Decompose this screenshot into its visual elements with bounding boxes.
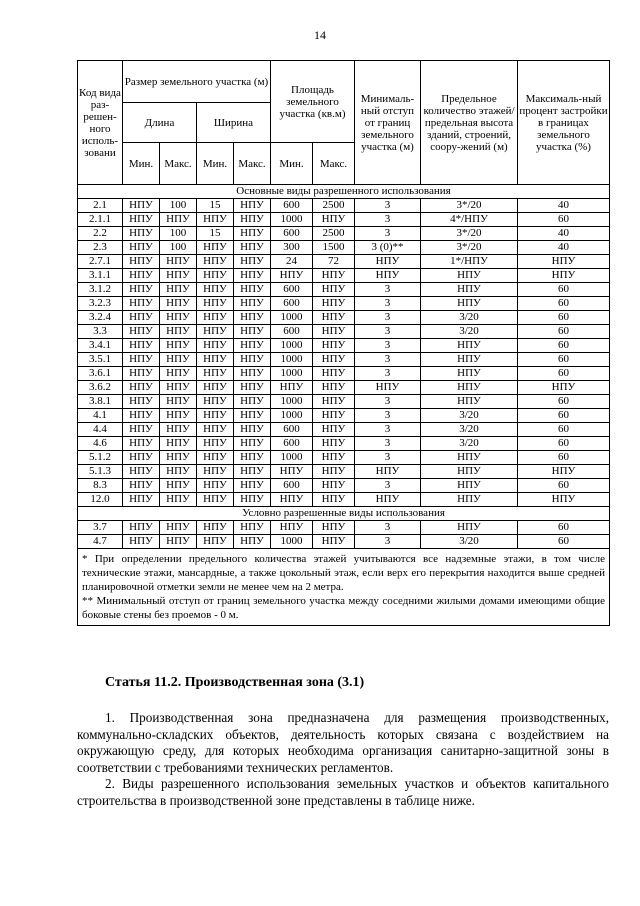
table-cell: 4.4 <box>78 423 123 437</box>
table-cell: НПУ <box>123 227 160 241</box>
table-cell: НПУ <box>313 493 355 507</box>
table-cell: НПУ <box>234 283 271 297</box>
table-cell: 1500 <box>313 241 355 255</box>
table-cell: 600 <box>271 297 313 311</box>
table-cell: 60 <box>518 325 610 339</box>
table-cell: НПУ <box>313 325 355 339</box>
table-cell: НПУ <box>197 535 234 549</box>
table-cell: НПУ <box>421 283 518 297</box>
table-row <box>78 409 610 423</box>
table-cell: 3*/20 <box>421 227 518 241</box>
table-cell: 60 <box>518 353 610 367</box>
table-cell: 3 <box>355 213 421 227</box>
table-cell: 3.6.2 <box>78 381 123 395</box>
table-cell: 60 <box>518 535 610 549</box>
table-cell: НПУ <box>197 269 234 283</box>
table-cell: 8.3 <box>78 479 123 493</box>
table-cell: 3.7 <box>78 521 123 535</box>
table-cell: НПУ <box>518 493 610 507</box>
table-cell: НПУ <box>271 269 313 283</box>
table-row <box>78 451 610 465</box>
table-cell: НПУ <box>234 535 271 549</box>
table-cell: 600 <box>271 325 313 339</box>
table-cell: НПУ <box>313 465 355 479</box>
table-cell: НПУ <box>160 325 197 339</box>
table-cell: НПУ <box>197 381 234 395</box>
table-cell: 2.1 <box>78 199 123 213</box>
table-cell: 60 <box>518 311 610 325</box>
table-cell: НПУ <box>160 213 197 227</box>
table-cell: НПУ <box>313 451 355 465</box>
table-cell: 3 <box>355 423 421 437</box>
table-cell: НПУ <box>197 423 234 437</box>
article-body <box>77 710 609 809</box>
table-row <box>78 465 610 479</box>
table-cell: 15 <box>197 199 234 213</box>
header-area-min: Мин. <box>271 143 313 185</box>
table-cell: НПУ <box>123 213 160 227</box>
table-cell: НПУ <box>160 479 197 493</box>
table-cell: НПУ <box>518 255 610 269</box>
table-row <box>78 283 610 297</box>
table-cell: 15 <box>197 227 234 241</box>
table-cell: НПУ <box>160 311 197 325</box>
table-cell: НПУ <box>355 255 421 269</box>
table-cell: 1000 <box>271 213 313 227</box>
table-cell: 2.7.1 <box>78 255 123 269</box>
table-cell: НПУ <box>123 535 160 549</box>
table-cell: 300 <box>271 241 313 255</box>
section-conditional: Условно разрешенные виды использования <box>78 507 610 521</box>
table-cell: НПУ <box>197 479 234 493</box>
table-row <box>78 367 610 381</box>
table-cell: НПУ <box>234 241 271 255</box>
table-cell: 3.2.4 <box>78 311 123 325</box>
header-width: Ширина <box>197 103 271 143</box>
table-cell: НПУ <box>271 381 313 395</box>
table-cell: НПУ <box>234 521 271 535</box>
header-width-min: Мин. <box>197 143 234 185</box>
header-floors: Предельное количество этажей/ предельная высота зданий, строений, соору-жений (м) <box>421 61 518 185</box>
table-cell: НПУ <box>234 423 271 437</box>
table-cell: НПУ <box>197 521 234 535</box>
land-use-table <box>77 60 610 626</box>
table-cell: НПУ <box>313 283 355 297</box>
table-cell: НПУ <box>123 255 160 269</box>
table-cell: НПУ <box>197 255 234 269</box>
table-cell: 3/20 <box>421 423 518 437</box>
table-cell: НПУ <box>355 493 421 507</box>
table-cell: 1*/НПУ <box>421 255 518 269</box>
table-cell: НПУ <box>123 395 160 409</box>
header-area-max: Макс. <box>313 143 355 185</box>
table-cell: НПУ <box>160 353 197 367</box>
table-cell: 1000 <box>271 395 313 409</box>
table-cell: 100 <box>160 227 197 241</box>
table-cell: 3/20 <box>421 311 518 325</box>
table-cell: НПУ <box>160 423 197 437</box>
table-cell: 3 (0)** <box>355 241 421 255</box>
table-cell: 1000 <box>271 535 313 549</box>
header-size: Размер земельного участка (м) <box>123 61 271 103</box>
table-cell: НПУ <box>518 381 610 395</box>
table-cell: НПУ <box>197 325 234 339</box>
table-cell: 3 <box>355 479 421 493</box>
table-cell: НПУ <box>234 395 271 409</box>
table-cell: 3 <box>355 297 421 311</box>
table-cell: НПУ <box>160 535 197 549</box>
table-cell: НПУ <box>197 339 234 353</box>
header-code: Код вида раз-решен-ного исполь-зовани <box>78 61 123 185</box>
table-cell: НПУ <box>421 297 518 311</box>
table-cell: НПУ <box>313 311 355 325</box>
table-cell: НПУ <box>234 493 271 507</box>
table-cell: 72 <box>313 255 355 269</box>
article-heading: Статья 11.2. Производственная зона (3.1) <box>105 675 365 690</box>
table-cell: 4.6 <box>78 437 123 451</box>
table-cell: 5.1.3 <box>78 465 123 479</box>
table-cell: НПУ <box>197 451 234 465</box>
header-length-max: Макс. <box>160 143 197 185</box>
table-cell: 60 <box>518 283 610 297</box>
table-cell: 3.2.3 <box>78 297 123 311</box>
table-cell: НПУ <box>313 479 355 493</box>
table-cell: 600 <box>271 199 313 213</box>
table-cell: НПУ <box>197 283 234 297</box>
table-cell: 3/20 <box>421 409 518 423</box>
table-cell: НПУ <box>313 437 355 451</box>
table-cell: НПУ <box>234 213 271 227</box>
table-cell: НПУ <box>160 521 197 535</box>
table-cell: НПУ <box>421 521 518 535</box>
header-max-percent: Максималь-ный процент застройки в границах земельного участка (%) <box>518 61 610 185</box>
table-cell: 40 <box>518 227 610 241</box>
table-cell: НПУ <box>313 409 355 423</box>
table-cell: 600 <box>271 437 313 451</box>
table-cell: НПУ <box>355 465 421 479</box>
table-row <box>78 479 610 493</box>
table-cell: 100 <box>160 241 197 255</box>
table-cell: НПУ <box>123 353 160 367</box>
table-cell: 3.1.2 <box>78 283 123 297</box>
table-cell: 3 <box>355 395 421 409</box>
table-cell: НПУ <box>271 521 313 535</box>
table-cell: НПУ <box>160 339 197 353</box>
table-cell: НПУ <box>234 437 271 451</box>
table-cell: 3 <box>355 521 421 535</box>
table-row <box>78 311 610 325</box>
table-cell: 2500 <box>313 227 355 241</box>
table-cell: НПУ <box>313 535 355 549</box>
table-cell: 600 <box>271 479 313 493</box>
table-cell: НПУ <box>313 339 355 353</box>
table-cell: 3.6.1 <box>78 367 123 381</box>
table-cell: 60 <box>518 409 610 423</box>
table-cell: 3.4.1 <box>78 339 123 353</box>
table-cell: НПУ <box>518 269 610 283</box>
table-cell: НПУ <box>123 325 160 339</box>
table-cell: НПУ <box>160 283 197 297</box>
table-cell: 1000 <box>271 409 313 423</box>
table-cell: 60 <box>518 367 610 381</box>
table-cell: НПУ <box>234 199 271 213</box>
table-cell: 3.3 <box>78 325 123 339</box>
table-cell: НПУ <box>313 353 355 367</box>
table-cell: 3 <box>355 283 421 297</box>
table-row <box>78 395 610 409</box>
table-cell: НПУ <box>313 297 355 311</box>
table-cell: 3 <box>355 311 421 325</box>
page-number: 14 <box>314 28 326 42</box>
table-cell: 3 <box>355 339 421 353</box>
table-cell: 3 <box>355 409 421 423</box>
table-cell: НПУ <box>197 353 234 367</box>
table-cell: НПУ <box>313 381 355 395</box>
table-cell: 3 <box>355 367 421 381</box>
table-cell: НПУ <box>123 367 160 381</box>
table-cell: НПУ <box>160 269 197 283</box>
table-cell: 60 <box>518 213 610 227</box>
table-cell: 12.0 <box>78 493 123 507</box>
table-cell: НПУ <box>234 255 271 269</box>
table-cell: НПУ <box>421 353 518 367</box>
table-cell: НПУ <box>160 367 197 381</box>
table-cell: 4.7 <box>78 535 123 549</box>
table-cell: НПУ <box>123 493 160 507</box>
table-cell: НПУ <box>234 367 271 381</box>
table-cell: 60 <box>518 339 610 353</box>
table-cell: НПУ <box>271 493 313 507</box>
table-cell: НПУ <box>123 465 160 479</box>
table-cell: НПУ <box>234 381 271 395</box>
table-row <box>78 535 610 549</box>
header-length: Длина <box>123 103 197 143</box>
table-row <box>78 493 610 507</box>
table-cell: НПУ <box>518 465 610 479</box>
table-cell: НПУ <box>123 423 160 437</box>
table-cell: 60 <box>518 437 610 451</box>
table-cell: НПУ <box>313 395 355 409</box>
table-row <box>78 255 610 269</box>
table-cell: 2.1.1 <box>78 213 123 227</box>
table-cell: 3*/20 <box>421 199 518 213</box>
table-cell: НПУ <box>234 479 271 493</box>
table-cell: НПУ <box>355 269 421 283</box>
table-cell: 60 <box>518 297 610 311</box>
table-cell: 3 <box>355 535 421 549</box>
table-row <box>78 269 610 283</box>
table-row <box>78 227 610 241</box>
table-cell: 2500 <box>313 199 355 213</box>
table-row <box>78 437 610 451</box>
table-cell: 60 <box>518 423 610 437</box>
table-cell: НПУ <box>421 479 518 493</box>
table-cell: 4*/НПУ <box>421 213 518 227</box>
table-cell: НПУ <box>123 241 160 255</box>
table-cell: НПУ <box>160 297 197 311</box>
table-cell: 3.5.1 <box>78 353 123 367</box>
paragraph-2: 2. Виды разрешенного использования земельных участков и объектов капитального строительства в производственной зоне представлены в таблице ниже. <box>77 776 609 808</box>
table-cell: НПУ <box>313 521 355 535</box>
table-cell: 1000 <box>271 339 313 353</box>
table-cell: 3.1.1 <box>78 269 123 283</box>
table-cell: 3.8.1 <box>78 395 123 409</box>
table-row <box>78 521 610 535</box>
table-cell: НПУ <box>123 199 160 213</box>
table-cell: 3 <box>355 227 421 241</box>
table-cell: 1000 <box>271 311 313 325</box>
table-cell: НПУ <box>234 339 271 353</box>
table-cell: НПУ <box>197 367 234 381</box>
table-cell: НПУ <box>421 451 518 465</box>
header-length-min: Мин. <box>123 143 160 185</box>
table-cell: НПУ <box>160 381 197 395</box>
table-cell: НПУ <box>421 269 518 283</box>
table-row <box>78 241 610 255</box>
table-cell: НПУ <box>123 311 160 325</box>
header-width-max: Макс. <box>234 143 271 185</box>
table-cell: 3 <box>355 437 421 451</box>
table-row <box>78 423 610 437</box>
table-row <box>78 213 610 227</box>
table-cell: 5.1.2 <box>78 451 123 465</box>
table-cell: 3/20 <box>421 325 518 339</box>
table-row <box>78 381 610 395</box>
table-cell: НПУ <box>355 381 421 395</box>
table-cell: НПУ <box>123 437 160 451</box>
table-cell: НПУ <box>197 311 234 325</box>
table-cell: 60 <box>518 451 610 465</box>
table-cell: НПУ <box>234 353 271 367</box>
table-cell: НПУ <box>160 255 197 269</box>
table-cell: НПУ <box>234 297 271 311</box>
table-cell: 600 <box>271 227 313 241</box>
table-cell: НПУ <box>421 381 518 395</box>
table-cell: НПУ <box>197 437 234 451</box>
table-cell: НПУ <box>234 227 271 241</box>
table-cell: НПУ <box>197 213 234 227</box>
table-row <box>78 339 610 353</box>
table-notes <box>78 549 610 626</box>
table-row <box>78 325 610 339</box>
table-row <box>78 199 610 213</box>
table-cell: НПУ <box>313 269 355 283</box>
table-cell: 600 <box>271 423 313 437</box>
table-cell: НПУ <box>313 367 355 381</box>
table-cell: НПУ <box>123 283 160 297</box>
table-cell: НПУ <box>123 521 160 535</box>
table-cell: НПУ <box>421 465 518 479</box>
table-cell: 1000 <box>271 353 313 367</box>
note-floors: * При определении предельного количества этажей учитываются все надземные этажи, в том числе технические этажи, мансардные, а также цокольный этаж, если верх его перекрытия находится выше средней планировочной отметки земли не менее чем на 2 метра. <box>82 553 605 593</box>
table-cell: 4.1 <box>78 409 123 423</box>
table-cell: НПУ <box>197 465 234 479</box>
table-cell: НПУ <box>197 395 234 409</box>
table-cell: 100 <box>160 199 197 213</box>
table-cell: НПУ <box>421 395 518 409</box>
table-cell: НПУ <box>234 465 271 479</box>
table-cell: 3 <box>355 353 421 367</box>
table-cell: НПУ <box>234 451 271 465</box>
table-row <box>78 353 610 367</box>
table-cell: НПУ <box>234 325 271 339</box>
table-cell: 2.3 <box>78 241 123 255</box>
table-cell: НПУ <box>421 493 518 507</box>
table-cell: НПУ <box>313 213 355 227</box>
table-cell: НПУ <box>234 311 271 325</box>
table-cell: НПУ <box>234 269 271 283</box>
table-cell: 40 <box>518 241 610 255</box>
table-cell: 2.2 <box>78 227 123 241</box>
table-cell: НПУ <box>160 465 197 479</box>
table-cell: 1000 <box>271 451 313 465</box>
table-cell: НПУ <box>160 451 197 465</box>
table-cell: НПУ <box>123 381 160 395</box>
paragraph-1: 1. Производственная зона предназначена для размещения производственных, коммунально-складских объектов, деятельность которых связана с воздействием на окружающую среду, для которых необходима организация санитарно-защитной зоны в соответствии с требованиями технических регламентов. <box>77 710 609 775</box>
table-cell: НПУ <box>160 437 197 451</box>
table-cell: НПУ <box>123 269 160 283</box>
table-cell: 60 <box>518 395 610 409</box>
section-main: Основные виды разрешенного использования <box>78 185 610 199</box>
table-cell: НПУ <box>197 493 234 507</box>
table-cell: НПУ <box>271 465 313 479</box>
table-cell: НПУ <box>313 423 355 437</box>
table-cell: НПУ <box>123 479 160 493</box>
table-cell: НПУ <box>197 241 234 255</box>
table-cell: 24 <box>271 255 313 269</box>
table-cell: 3/20 <box>421 535 518 549</box>
table-cell: 3*/20 <box>421 241 518 255</box>
table-cell: 60 <box>518 521 610 535</box>
table-cell: НПУ <box>123 339 160 353</box>
table-cell: 40 <box>518 199 610 213</box>
note-offset: ** Минимальный отступ от границ земельного участка между соседними жилыми домами имеющими общие боковые стены без проемов - 0 м. <box>82 595 605 621</box>
table-cell: НПУ <box>123 297 160 311</box>
table-cell: 3 <box>355 199 421 213</box>
table-cell: НПУ <box>421 367 518 381</box>
table-cell: 600 <box>271 283 313 297</box>
table-cell: НПУ <box>123 409 160 423</box>
table-cell: 3 <box>355 451 421 465</box>
table-cell: НПУ <box>160 409 197 423</box>
table-cell: НПУ <box>197 409 234 423</box>
table-cell: 3 <box>355 325 421 339</box>
table-cell: НПУ <box>197 297 234 311</box>
table-cell: 60 <box>518 479 610 493</box>
table-cell: НПУ <box>123 451 160 465</box>
table-cell: НПУ <box>234 409 271 423</box>
header-min-offset: Минималь-ный отступ от границ земельного участка (м) <box>355 61 421 185</box>
table-cell: 1000 <box>271 367 313 381</box>
table-cell: НПУ <box>160 493 197 507</box>
table-cell: НПУ <box>160 395 197 409</box>
header-area: Площадь земельного участка (кв.м) <box>271 61 355 143</box>
table-cell: НПУ <box>421 339 518 353</box>
table-row <box>78 297 610 311</box>
table-cell: 3/20 <box>421 437 518 451</box>
